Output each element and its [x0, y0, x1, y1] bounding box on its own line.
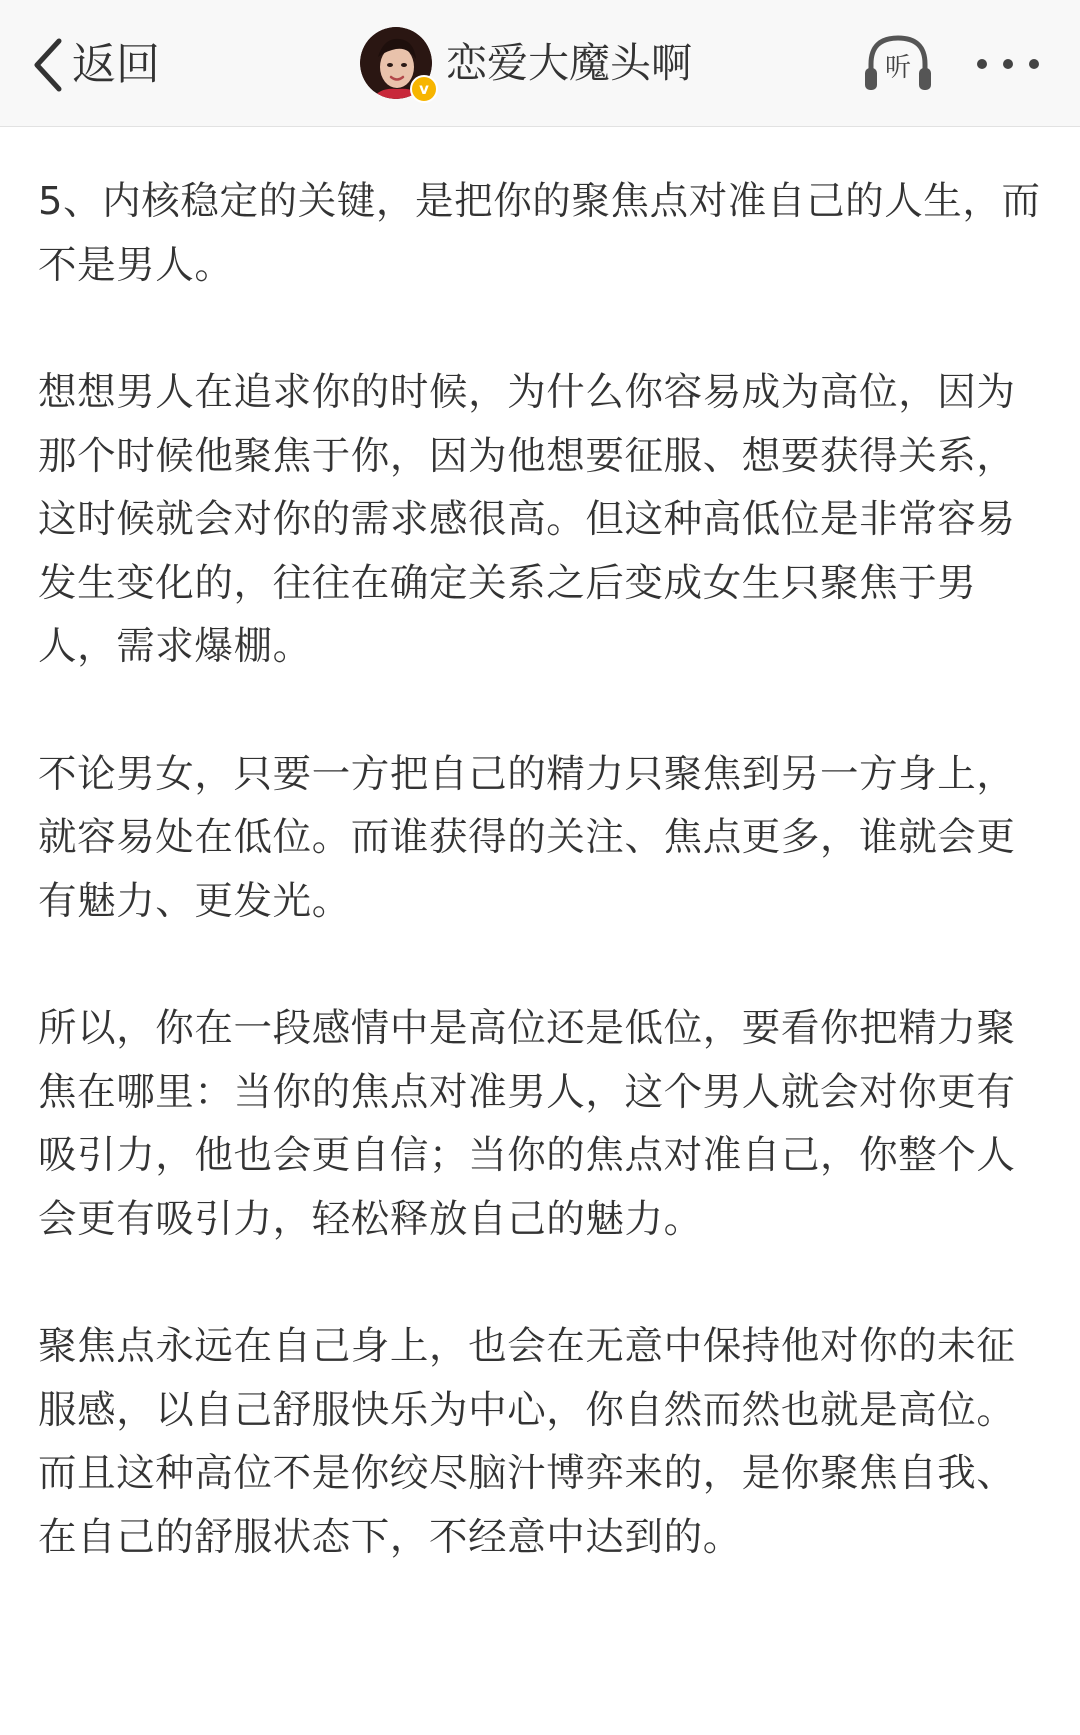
- listen-button[interactable]: [862, 30, 934, 96]
- article-paragraph: 所以，你在一段感情中是高位还是低位，要看你把精力聚焦在哪里：当你的焦点对准男人，这个男人就会对你更有吸引力，他也会更自信；当你的焦点对准自己，你整个人会更有吸引力，轻松释放自己的魅力。: [38, 1006, 1016, 1242]
- listen-label: 听: [884, 53, 911, 83]
- article-paragraph: 不论男女，只要一方把自己的精力只聚焦到另一方身上，就容易处在低位。而谁获得的关注、焦点更多，谁就会更有魅力、更发光。: [38, 751, 1016, 924]
- chevron-left-icon: [30, 35, 66, 95]
- article-paragraph: 5、内核稳定的关键，是把你的聚焦点对准自己的人生，而不是男人。: [38, 179, 1041, 288]
- verified-badge-icon: v: [410, 75, 438, 103]
- article-body: [38, 170, 1048, 1569]
- back-label: 返回: [72, 39, 160, 90]
- avatar[interactable]: [360, 27, 432, 99]
- user-name[interactable]: 恋爱大魔头啊: [446, 39, 692, 87]
- back-button[interactable]: [30, 33, 160, 97]
- more-button[interactable]: [972, 44, 1044, 84]
- article-paragraph: 想想男人在追求你的时候，为什么你容易成为高位，因为那个时候他聚焦于你，因为他想要征服、想要获得关系，这时候就会对你的需求感很高。但这种高低位是非常容易发生变化的，往往在确定关系之后变成女生只聚焦于男人，需求爆棚。: [38, 370, 1016, 669]
- article-paragraph: 聚焦点永远在自己身上，也会在无意中保持他对你的未征服感，以自己舒服快乐为中心，你自然而然也就是高位。而且这种高位不是你绞尽脑汁博弈来的，是你聚焦自我、在自己的舒服状态下，不经意中达到的。: [38, 1324, 1016, 1560]
- navigation-bar: [0, 0, 1080, 127]
- user-profile[interactable]: [360, 27, 692, 99]
- more-dots-icon: [972, 44, 1044, 84]
